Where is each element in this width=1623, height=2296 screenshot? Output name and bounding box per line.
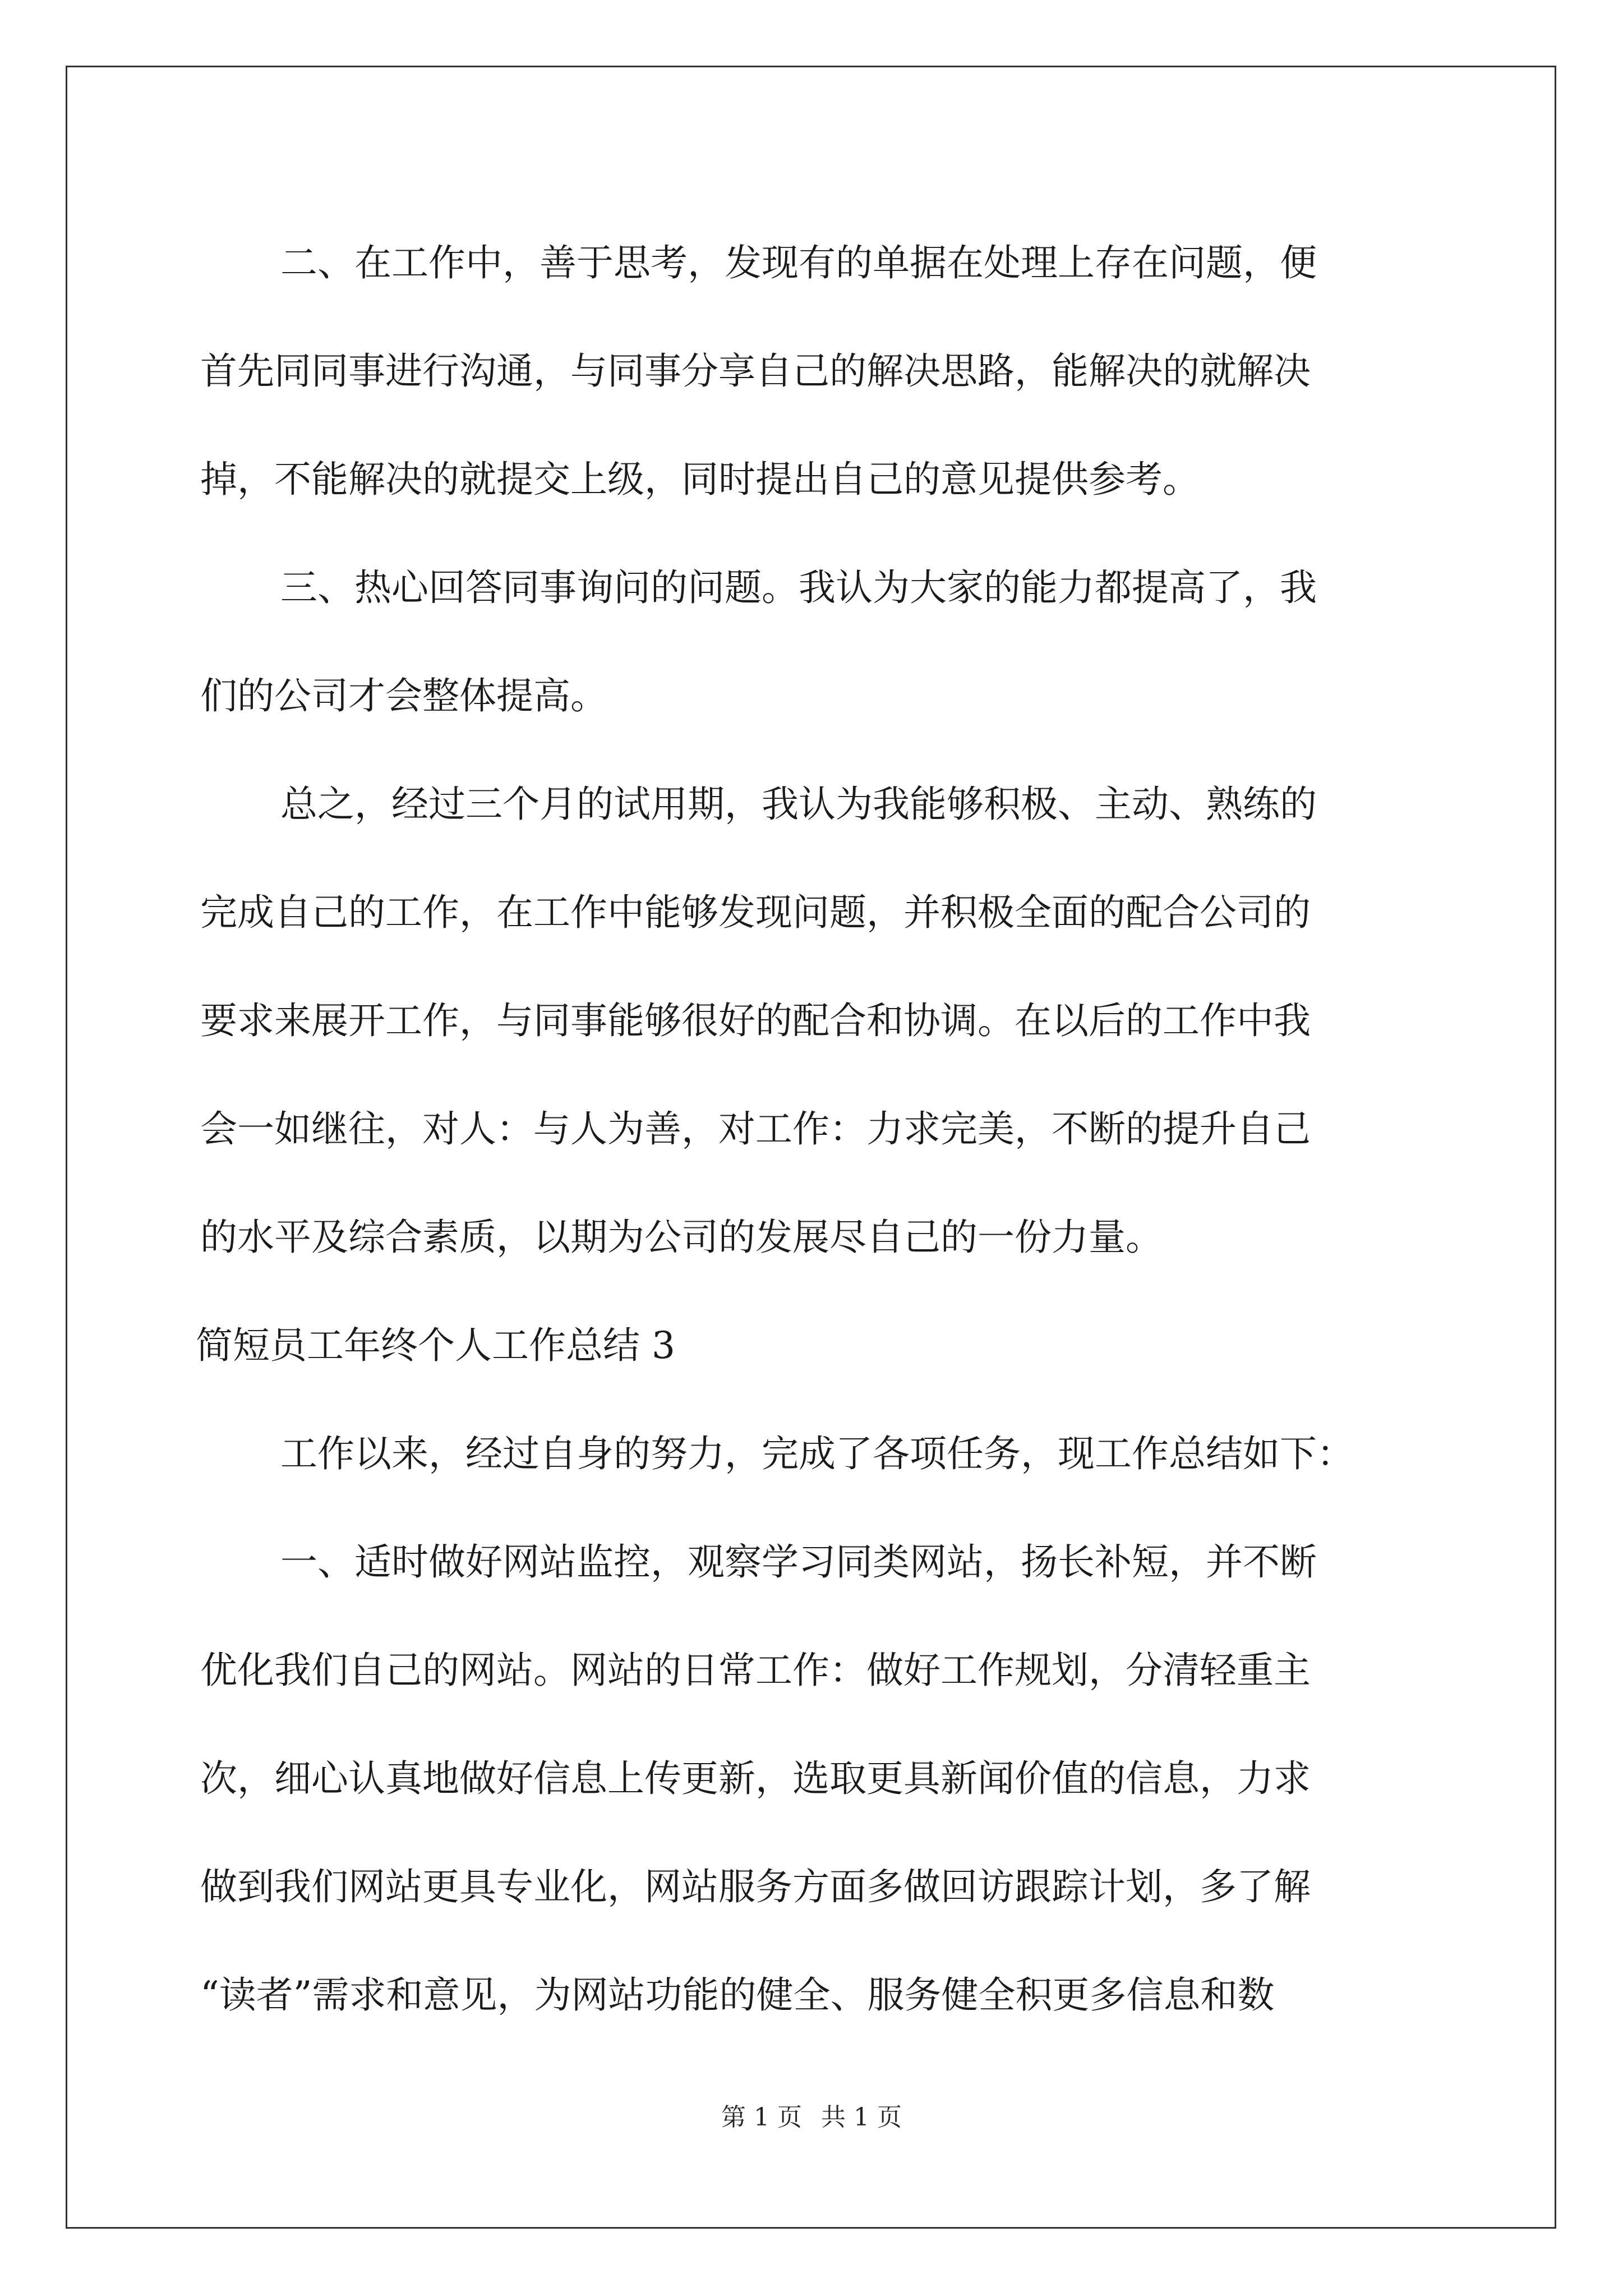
- document-body: [196, 209, 1428, 2049]
- paragraph-line: 首先同同事进行沟通，与同事分享自己的解决思路，能解决的就解决: [200, 349, 1311, 393]
- paragraph-line: 次，细心认真地做好信息上传更新，选取更具新闻价值的信息，力求: [200, 1757, 1311, 1800]
- page-number: 第 1 页: [721, 2103, 802, 2132]
- paragraph-line: 做到我们网站更具专业化，网站服务方面多做回访跟踪计划，多了解: [200, 1865, 1311, 1908]
- page-total: 共 1 页: [821, 2103, 902, 2132]
- paragraph-line: 会一如继往，对人：与人为善，对工作：力求完美，不断的提升自己: [200, 1107, 1311, 1151]
- paragraph-line: 的水平及综合素质，以期为公司的发展尽自己的一份力量。: [200, 1216, 1163, 1259]
- paragraph-line: 一、适时做好网站监控，观察学习同类网站，扬长补短，并不断: [280, 1540, 1317, 1584]
- paragraph-line: “读者”需求和意见，为网站功能的健全、服务健全积更多信息和数: [200, 1973, 1275, 2017]
- page-footer: [0, 2101, 1623, 2134]
- paragraph-line: 三、热心回答同事询问的问题。我认为大家的能力都提高了，我: [280, 566, 1317, 609]
- section-heading: 简短员工年终个人工作总结 3: [196, 1324, 675, 1367]
- paragraph-line: 掉，不能解决的就提交上级，同时提出自己的意见提供参考。: [200, 458, 1200, 501]
- paragraph-line: 优化我们自己的网站。网站的日常工作：做好工作规划，分清轻重主: [200, 1649, 1311, 1692]
- paragraph-line: 二、在工作中，善于思考，发现有的单据在处理上存在问题，便: [280, 241, 1317, 284]
- paragraph-line: 总之，经过三个月的试用期，我认为我能够积极、主动、熟练的: [280, 783, 1317, 826]
- paragraph-line: 们的公司才会整体提高。: [200, 674, 607, 717]
- paragraph-line: 完成自己的工作，在工作中能够发现问题，并积极全面的配合公司的: [200, 891, 1311, 934]
- paragraph-line: 要求来展开工作，与同事能够很好的配合和协调。在以后的工作中我: [200, 999, 1311, 1042]
- paragraph-line: 工作以来，经过自身的努力，完成了各项任务，现工作总结如下：: [280, 1432, 1354, 1475]
